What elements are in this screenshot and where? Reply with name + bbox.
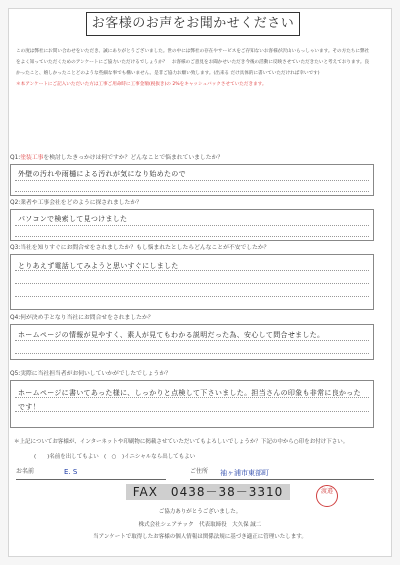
question-2: [10, 199, 374, 241]
q3-answer-box[interactable]: [10, 254, 374, 310]
thanks-text: ご協力ありがとうございました。: [158, 509, 242, 515]
q4-answer-box[interactable]: [10, 324, 374, 360]
q4-text: Q4:何が決め手となり当社にお問合せをされましたか？: [10, 315, 154, 321]
q1-answer-box[interactable]: [10, 164, 374, 196]
q1-prefix: Q1:: [10, 155, 21, 161]
name-value: E. S: [64, 468, 78, 476]
name-field[interactable]: [16, 466, 166, 480]
q1-highlight: 塗装工事: [20, 155, 44, 161]
q3-answer: とりあえず電話してみようと思いすぐにしました: [18, 262, 179, 270]
address-value: 袖ヶ浦市東部町: [220, 469, 269, 477]
page-title: お客様のお声をお聞かせください: [86, 12, 300, 36]
q3-text: Q3:当社を知りすぐにお問合せをされましたか？もし悩まれたとしたらどんなことが不安でしたか？: [10, 245, 270, 251]
cashback-note: ＊本アンケートにご記入いただいた方は工事ご用命時に工事金額(税抜き)の 2%をキャッシュバックさせていただきます。: [16, 82, 267, 87]
q2-text: Q2:業者や工事会社をどのように探されましたか？: [10, 200, 142, 206]
intro-text: [16, 46, 372, 90]
question-4: [10, 314, 374, 360]
q4-answer: ホームページの情報が見やすく、素人が見てもわかる説明だった為、安心して問合せました。: [18, 331, 325, 339]
intro-paragraph: この度は弊社にお問い合わせをいただき、誠にありがとうございました。世の中には弊社の存在やサービスをご存知ないお客様が沢山いらっしゃいます。その方たちに弊社をよく知っていただくためのアンケートにご協力いただけるでしょうか？ お客様のご意見をお聞かせいただき今後の活動に反映させていただきたいと考えております。良かったこと、嬉しかったことどのような些細な事でも構いません。是非ご協力お願い致します。(出来る だけ具体的に書いていただければ幸いです): [16, 49, 370, 76]
q5-text: Q5:実際に当社担当者がお伺いしていかがでしたでしょうか？: [10, 371, 171, 377]
seal-stamp: 渡邉: [316, 485, 338, 507]
address-field[interactable]: [190, 466, 374, 480]
option-full-name[interactable]: ( )名前を出してもよい: [34, 454, 99, 460]
question-1: [10, 154, 374, 196]
question-5: [10, 370, 374, 428]
address-label: ご住所: [190, 468, 209, 475]
option-initials[interactable]: ( ○ )イニシャルなら出してもよい: [104, 454, 196, 460]
q2-answer-box[interactable]: [10, 209, 374, 241]
q1-answer: 外壁の汚れや雨樋による汚れが気になり始めたので: [18, 170, 186, 178]
name-label: お名前: [16, 468, 35, 475]
publication-notice: ＊上記についてお客様が、インターネットや印刷物に掲載させていただいてもよろしいでしょうか？下記の中から○印をお付け下さい。: [14, 439, 349, 445]
fax-number: FAX 0438－38－3310: [126, 484, 290, 500]
company-line: 株式会社シェアテック 代表取締役 大久保 誠二: [138, 522, 262, 528]
privacy-note: 当アンケートで取得したお客様の個人情報は関係法規に基づき適正に管理いたします。: [93, 534, 307, 540]
q2-answer: パソコンで検索して見つけました: [18, 215, 128, 223]
q1-text: を検討したきっかけは何ですか？どんなことで悩まれていましたか？: [43, 155, 224, 161]
question-3: [10, 244, 374, 310]
q5-answer-box[interactable]: [10, 380, 374, 428]
q5-answer: ホームページに書いてあった様に、しっかりと点検して下さいました。担当さんの印象も非常に良かったです！: [18, 389, 361, 411]
